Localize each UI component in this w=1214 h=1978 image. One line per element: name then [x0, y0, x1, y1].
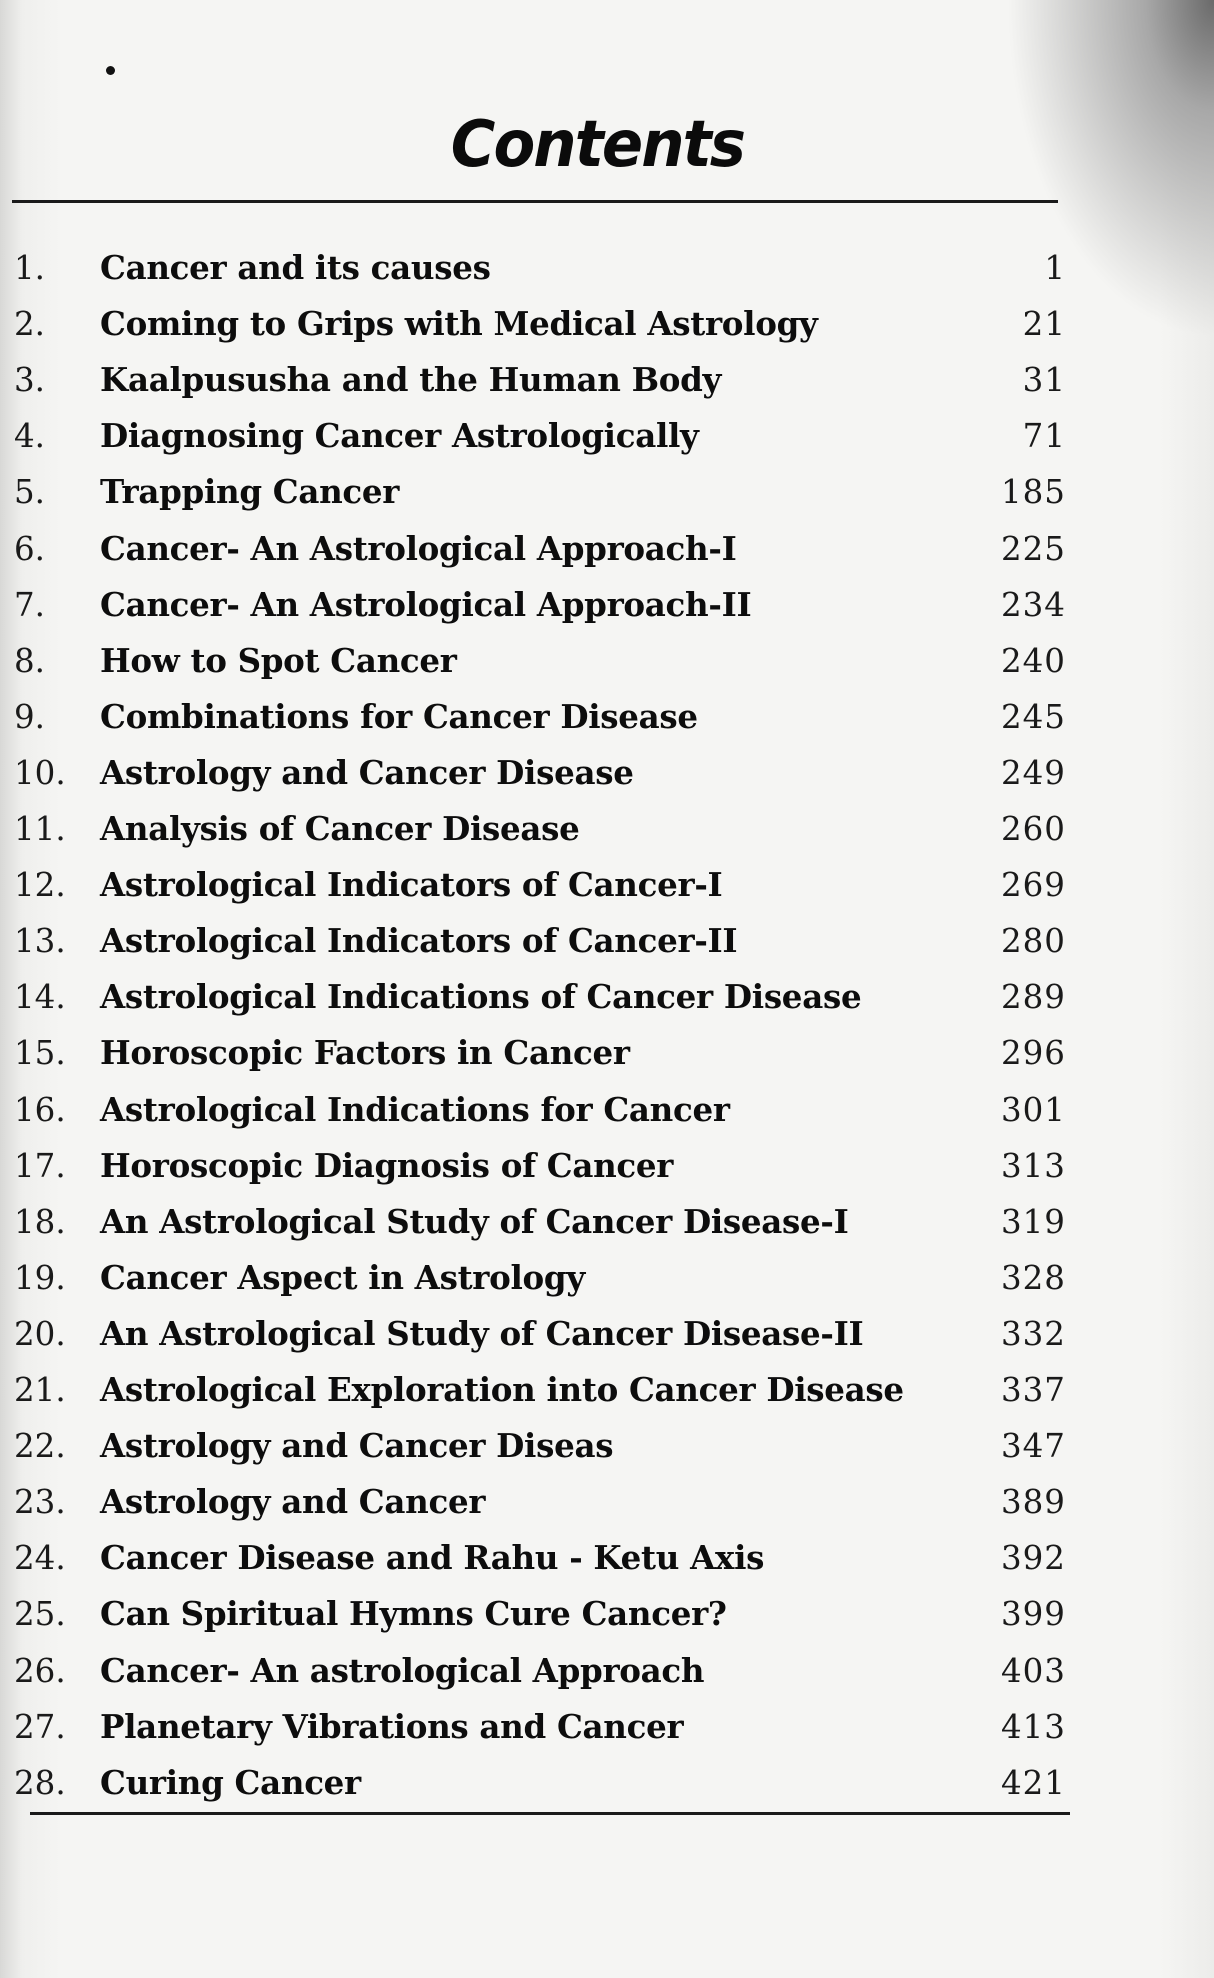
- toc-entry: [0, 577, 1214, 633]
- toc-entry-page: 31: [1022, 361, 1066, 400]
- toc-entry-title: Astrological Indications for Cancer: [100, 1089, 730, 1129]
- toc-entry-page: 319: [1000, 1202, 1066, 1241]
- toc-entry-title: Planetary Vibrations and Cancer: [100, 1706, 684, 1746]
- toc-entry-page: 269: [1000, 866, 1066, 905]
- toc-entry: [0, 689, 1214, 745]
- toc-entry-number: 23.: [14, 1483, 66, 1522]
- toc-entry-title: Coming to Grips with Medical Astrology: [100, 304, 818, 344]
- toc-entry-title: Can Spiritual Hymns Cure Cancer?: [100, 1594, 727, 1634]
- toc-entry-title: Astrological Indications of Cancer Disease: [100, 977, 862, 1017]
- contents-heading: [0, 108, 1214, 182]
- toc-entry-page: 328: [1000, 1258, 1066, 1297]
- toc-entry-number: 6.: [14, 529, 46, 568]
- toc-entry-title: Horoscopic Diagnosis of Cancer: [100, 1145, 674, 1185]
- toc-entry-number: 9.: [14, 697, 46, 736]
- toc-entry: [0, 969, 1214, 1025]
- toc-entry-title: Astrological Indicators of Cancer-II: [100, 921, 738, 961]
- toc-entry: [0, 1530, 1214, 1586]
- toc-entry-number: 11.: [14, 810, 66, 848]
- toc-entry-page: 234: [1000, 585, 1066, 624]
- bottom-rule: [30, 1812, 1070, 1815]
- toc-entry-title: Curing Cancer: [100, 1762, 361, 1802]
- toc-entry-number: 2.: [14, 305, 46, 344]
- toc-entry-page: 413: [1000, 1707, 1066, 1746]
- toc-entry: [0, 1643, 1214, 1699]
- toc-entry-number: 19.: [14, 1258, 66, 1297]
- toc-entry-page: 260: [1000, 810, 1066, 848]
- toc-entry-number: 13.: [14, 922, 66, 961]
- toc-entry-number: 7.: [14, 585, 46, 624]
- toc-entry: [0, 1755, 1214, 1811]
- toc-entry-page: 225: [1000, 529, 1066, 568]
- toc-entry: [0, 1474, 1214, 1530]
- toc-entry-title: Cancer Aspect in Astrology: [100, 1257, 585, 1297]
- toc-entry-page: 399: [1000, 1595, 1066, 1634]
- toc-entry-number: 12.: [14, 866, 66, 905]
- toc-entry-page: 240: [1000, 641, 1066, 680]
- toc-entry-number: 3.: [14, 361, 46, 400]
- toc-entry-title: Astrology and Cancer Disease: [100, 752, 634, 792]
- toc-entry-number: 27.: [14, 1707, 66, 1746]
- toc-entry: [0, 913, 1214, 969]
- toc-entry: [0, 1194, 1214, 1250]
- toc-entry: [0, 240, 1214, 296]
- toc-entry-title: An Astrological Study of Cancer Disease-II: [100, 1313, 864, 1353]
- toc-entry-title: Cancer- An Astrological Approach-I: [100, 528, 737, 568]
- toc-entry-number: 4.: [14, 417, 46, 456]
- contents-heading-text: Contents: [450, 108, 744, 182]
- toc-entry-page: 249: [1000, 753, 1066, 792]
- toc-entry-number: 1.: [14, 249, 46, 287]
- toc-entry-page: 313: [1000, 1146, 1066, 1185]
- toc-entry-page: 21: [1022, 305, 1066, 344]
- toc-entry-page: 280: [1000, 922, 1066, 961]
- toc-entry-page: 389: [1000, 1483, 1066, 1522]
- toc-entry-number: 18.: [14, 1202, 66, 1241]
- toc-entry-title: Combinations for Cancer Disease: [100, 696, 698, 736]
- toc-entry-page: 392: [1000, 1539, 1066, 1578]
- toc-entry-title: Analysis of Cancer Disease: [100, 809, 580, 848]
- toc-entry: [0, 296, 1214, 352]
- toc-entry-page: 301: [1000, 1090, 1066, 1129]
- toc-entry: [0, 1025, 1214, 1081]
- toc-entry-page: 289: [1000, 978, 1066, 1017]
- toc-entry-title: How to Spot Cancer: [100, 640, 457, 680]
- toc-entry: [0, 408, 1214, 464]
- toc-entry-title: Cancer Disease and Rahu - Ketu Axis: [100, 1538, 765, 1578]
- toc-entry-page: 421: [1000, 1763, 1066, 1802]
- toc-entry-title: Astrological Exploration into Cancer Disease: [100, 1370, 904, 1409]
- toc-entry: [0, 633, 1214, 689]
- toc-entry-page: 332: [1000, 1314, 1066, 1353]
- toc-entry: [0, 1586, 1214, 1642]
- toc-entry-page: 296: [1000, 1034, 1066, 1073]
- toc-entry-number: 28.: [14, 1763, 66, 1802]
- toc-entry-number: 22.: [14, 1427, 66, 1466]
- toc-entry: [0, 745, 1214, 801]
- toc-entry-number: 14.: [14, 978, 66, 1017]
- toc-entry: [0, 1362, 1214, 1418]
- toc-entry-title: Diagnosing Cancer Astrologically: [100, 416, 699, 456]
- toc-entry-title: Astrological Indicators of Cancer-I: [100, 865, 723, 905]
- toc-entry: [0, 521, 1214, 577]
- toc-entry-title: Astrology and Cancer: [100, 1482, 486, 1522]
- toc-entry-number: 15.: [14, 1034, 66, 1073]
- toc-entry-page: 185: [1000, 473, 1066, 512]
- top-rule: [12, 200, 1058, 203]
- toc-entry: [0, 464, 1214, 520]
- toc-entry-number: 20.: [14, 1314, 66, 1353]
- toc-entry-page: 347: [1000, 1427, 1066, 1466]
- toc-entry-number: 24.: [14, 1539, 66, 1578]
- toc-entry-title: Cancer- An astrological Approach: [100, 1650, 705, 1690]
- toc-entry-number: 21.: [14, 1371, 66, 1409]
- toc-entry: [0, 1082, 1214, 1138]
- toc-entry-number: 16.: [14, 1090, 66, 1129]
- toc-entry: [0, 352, 1214, 408]
- toc-entry-title: An Astrological Study of Cancer Disease-I: [100, 1201, 849, 1241]
- toc-entry-number: 8.: [14, 641, 46, 680]
- toc-entry-page: 1: [1044, 249, 1066, 287]
- toc-entry-number: 26.: [14, 1651, 66, 1690]
- toc-entry-title: Kaalpususha and the Human Body: [100, 360, 722, 400]
- toc-entry-number: 10.: [14, 753, 66, 792]
- toc-entry-number: 25.: [14, 1595, 66, 1634]
- toc-entry-number: 5.: [14, 473, 46, 512]
- toc-entry: [0, 1699, 1214, 1755]
- toc-entry-title: Trapping Cancer: [100, 472, 400, 512]
- toc-entry-title: Cancer and its causes: [100, 248, 491, 287]
- toc-entry-page: 71: [1022, 417, 1066, 456]
- toc-entry: [0, 801, 1214, 857]
- ink-speck: [106, 66, 115, 75]
- toc-entry-title: Astrology and Cancer Diseas: [100, 1426, 614, 1466]
- toc-entry-page: 403: [1000, 1651, 1066, 1690]
- toc-entry-number: 17.: [14, 1146, 66, 1185]
- toc-entry: [0, 1418, 1214, 1474]
- toc-entry-page: 245: [1000, 697, 1066, 736]
- toc-entry: [0, 1250, 1214, 1306]
- toc-entry-title: Cancer- An Astrological Approach-II: [100, 584, 752, 624]
- toc-entry: [0, 1306, 1214, 1362]
- toc-entry-title: Horoscopic Factors in Cancer: [100, 1033, 630, 1073]
- toc-entry-page: 337: [1000, 1371, 1066, 1409]
- toc-entry: [0, 1138, 1214, 1194]
- toc-entry: [0, 857, 1214, 913]
